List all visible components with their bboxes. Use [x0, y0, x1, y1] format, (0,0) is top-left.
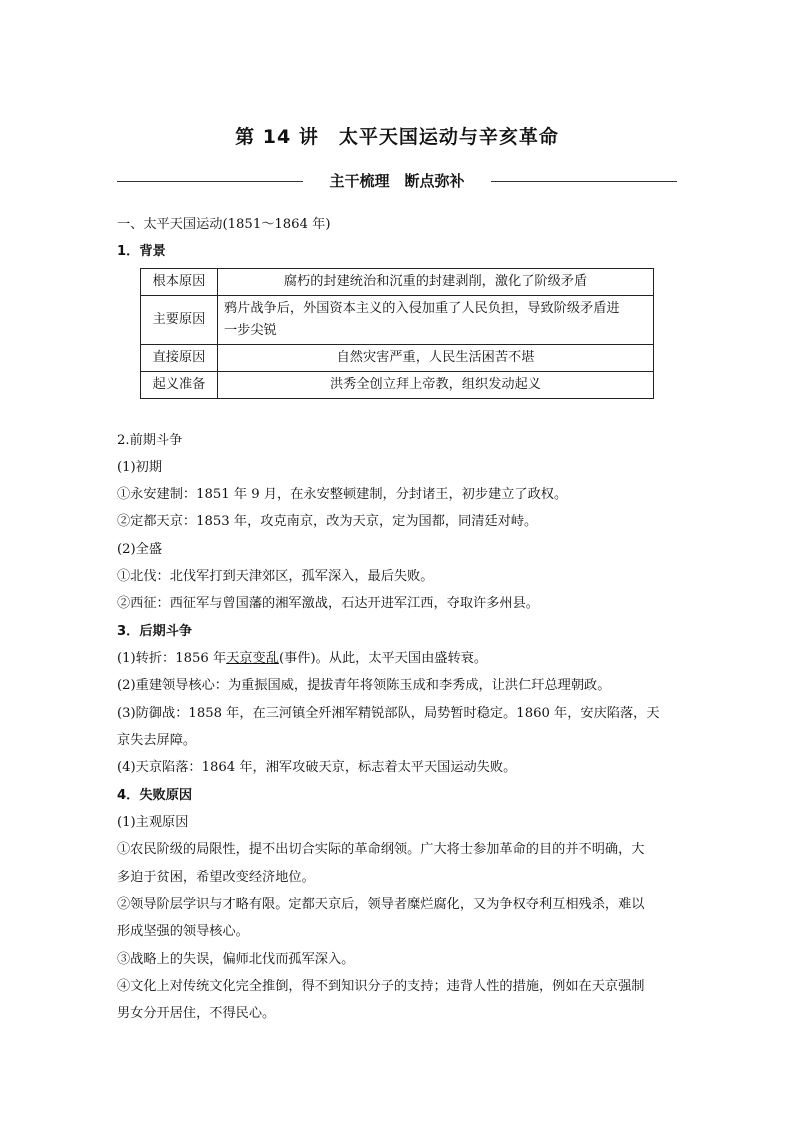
table-value: 鸦片战争后，外国资本主义的入侵加重了人民负担，导致阶级矛盾进 一步尖锐: [218, 296, 654, 345]
underlined-term: 天京变乱: [226, 651, 279, 666]
table-value: 腐朽的封建统治和沉重的封建剥削，激化了阶级矛盾: [218, 269, 654, 296]
heading-late-struggle: 3．后期斗争: [117, 624, 193, 639]
list-item-continued: 多迫于贫困，希望改变经济地位。: [117, 870, 315, 885]
subheading-peak: (2)全盛: [117, 542, 163, 557]
list-item: ④文化上对传统文化完全推倒，得不到知识分子的支持；违背人性的措施，例如在天京强制: [117, 979, 645, 994]
list-item: ②西征：西征军与曾国藩的湘军激战，石达开进军江西，夺取许多州县。: [117, 596, 539, 611]
list-item: ①农民阶级的局限性，提不出切合实际的革命纲领。广大将士参加革命的目的并不明确，大: [117, 842, 645, 857]
background-table: [140, 268, 654, 399]
table-row: [141, 269, 654, 296]
divider-line-left: [117, 181, 303, 182]
table-key: 直接原因: [141, 345, 218, 372]
section-subtitle: 主干梳理 断点弥补: [329, 172, 465, 190]
divider-line-right: [491, 181, 677, 182]
heading-early-struggle: 2.前期斗争: [117, 433, 183, 448]
section-divider: [117, 170, 677, 192]
table-value: 洪秀全创立拜上帝教，组织发动起义: [218, 372, 654, 399]
list-item: ②定都天京：1853 年，攻克南京，改为天京，定为国都，同清廷对峙。: [117, 514, 538, 529]
table-key: 根本原因: [141, 269, 218, 296]
list-item: (4)天京陷落：1864 年，湘军攻破天京，标志着太平天国运动失败。: [117, 760, 517, 775]
heading-failure-reasons: 4．失败原因: [117, 788, 193, 803]
list-item: ①北伐：北伐军打到天津郊区，孤军深入，最后失败。: [117, 569, 434, 584]
list-item: ①永安建制：1851 年 9 月，在永安整顿建制，分封诸王，初步建立了政权。: [117, 487, 568, 502]
list-item-continued: 男女分开居住，不得民心。: [117, 1006, 276, 1021]
subheading-initial: (1)初期: [117, 460, 163, 475]
list-item: ③战略上的失误，偏师北伐而孤军深入。: [117, 952, 355, 967]
list-item-continued: 京失去屏障。: [117, 733, 197, 748]
list-item: (2)重建领导核心：为重振国威，提拔青年将领陈玉成和李秀成，让洪仁玕总理朝政。: [117, 678, 611, 693]
table-row: [141, 345, 654, 372]
table-row: [141, 372, 654, 399]
section-heading-taiping: 一、太平天国运动(1851～1864 年): [117, 217, 331, 232]
table-key: 主要原因: [141, 296, 218, 345]
list-item: (3)防御战：1858 年，在三河镇全歼湘军精锐部队，局势暂时稳定。1860 年，安庆陷落，天: [117, 706, 660, 721]
list-item: ②领导阶层学识与才略有限。定都天京后，领导者糜烂腐化，又为争权夺利互相残杀，难以: [117, 897, 645, 912]
list-item-continued: 形成坚强的领导核心。: [117, 924, 249, 939]
page-title: 第 14 讲 太平天国运动与辛亥革命: [235, 126, 559, 148]
heading-background: 1．背景: [117, 244, 166, 259]
table-key: 起义准备: [141, 372, 218, 399]
table-row: [141, 296, 654, 345]
table-value: 自然灾害严重，人民生活困苦不堪: [218, 345, 654, 372]
subheading-subjective: (1)主观原因: [117, 815, 189, 830]
list-item: (1)转折：1856 年天京变乱(事件)。从此，太平天国由盛转衰。: [117, 651, 488, 666]
